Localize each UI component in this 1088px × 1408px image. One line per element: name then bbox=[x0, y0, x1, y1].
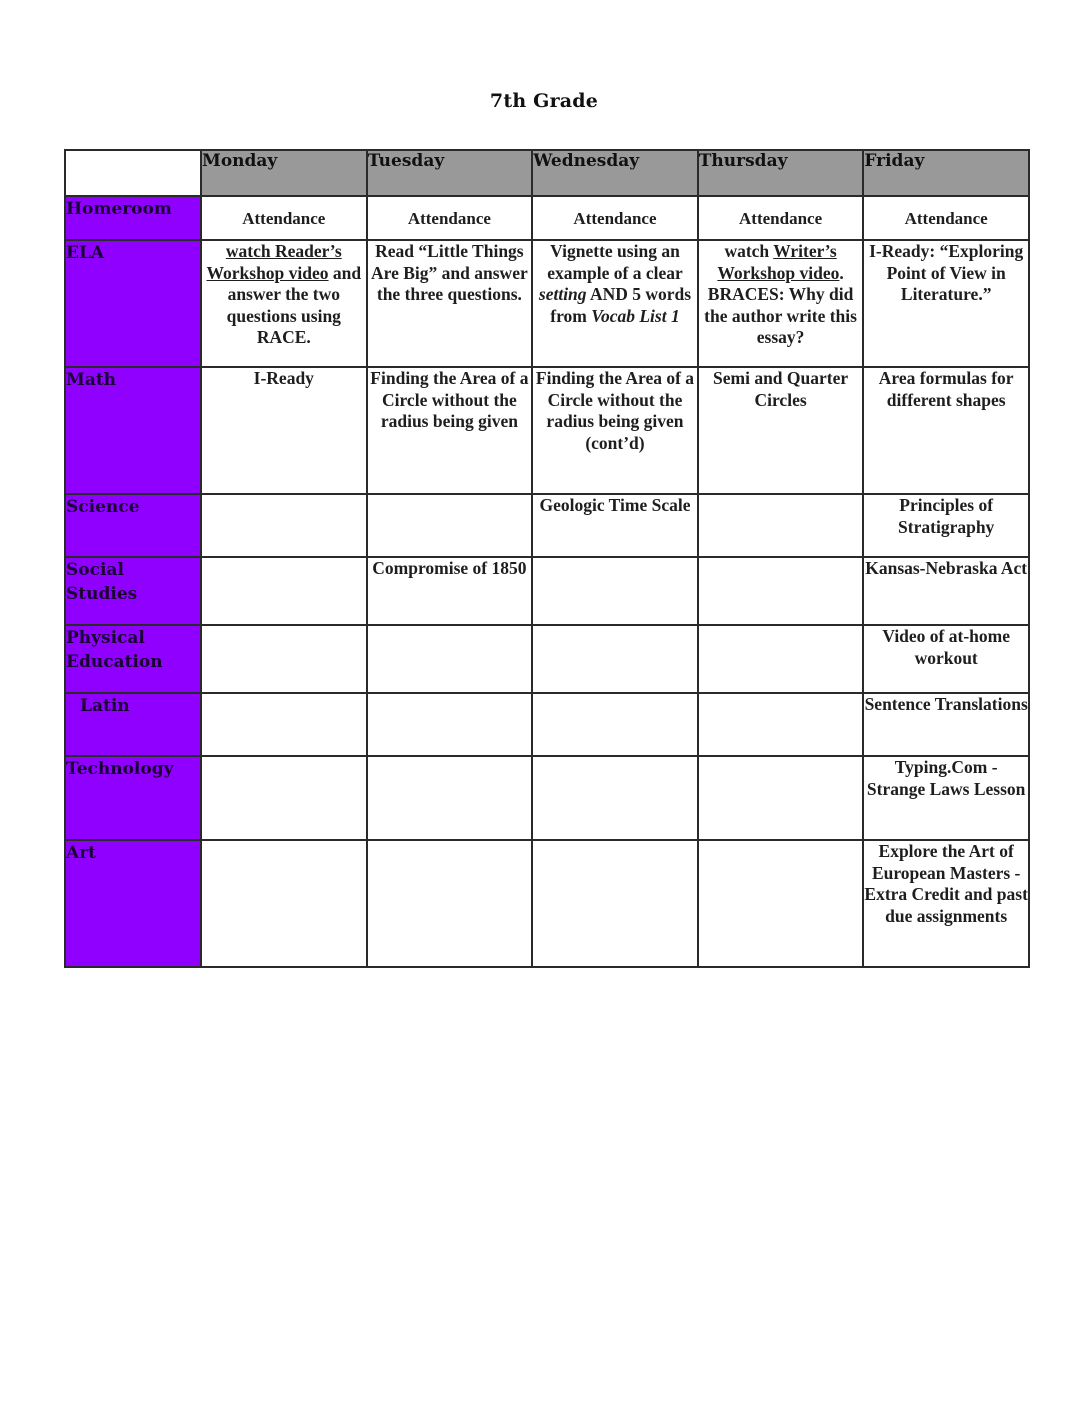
subject-math: Math bbox=[65, 367, 201, 494]
cell-text: and answer the two questions using RACE. bbox=[226, 262, 362, 347]
cell-science-monday bbox=[201, 494, 367, 557]
cell-math-friday: Area formulas for different shapes bbox=[863, 367, 1029, 494]
table-row bbox=[65, 756, 1029, 840]
subject-physical-education: Physical Education bbox=[65, 625, 201, 693]
cell-tech-tuesday bbox=[367, 756, 533, 840]
subject-technology: Technology bbox=[65, 756, 201, 840]
table-row bbox=[65, 557, 1029, 625]
cell-text: . BRACES: Why did the author write this essay? bbox=[704, 262, 857, 347]
cell-pe-monday bbox=[201, 625, 367, 693]
cell-ela-thursday bbox=[698, 240, 864, 367]
cell-text: watch bbox=[724, 241, 774, 261]
cell-homeroom-monday: Attendance bbox=[201, 196, 367, 240]
cell-tech-friday: Typing.Com - Strange Laws Lesson bbox=[863, 756, 1029, 840]
cell-math-monday: I-Ready bbox=[201, 367, 367, 494]
subject-social-studies: Social Studies bbox=[65, 557, 201, 625]
cell-text-italic: Vocab List 1 bbox=[591, 305, 680, 326]
subject-ela: ELA bbox=[65, 240, 201, 367]
cell-homeroom-wednesday: Attendance bbox=[532, 196, 698, 240]
subject-latin: Latin bbox=[65, 693, 201, 756]
cell-math-wednesday: Finding the Area of a Circle without the radius being given (cont’d) bbox=[532, 367, 698, 494]
cell-ela-monday bbox=[201, 240, 367, 367]
page-title: 7th Grade bbox=[489, 90, 599, 112]
cell-latin-thursday bbox=[698, 693, 864, 756]
cell-pe-wednesday bbox=[532, 625, 698, 693]
cell-ela-wednesday bbox=[532, 240, 698, 367]
cell-pe-friday: Video of at-home workout bbox=[863, 625, 1029, 693]
cell-tech-monday bbox=[201, 756, 367, 840]
cell-latin-tuesday bbox=[367, 693, 533, 756]
cell-text: Vignette using an example of a clear bbox=[547, 241, 683, 283]
cell-homeroom-thursday: Attendance bbox=[698, 196, 864, 240]
cell-pe-tuesday bbox=[367, 625, 533, 693]
cell-text-italic: setting bbox=[538, 284, 587, 304]
weekly-schedule-table bbox=[64, 149, 1030, 968]
header-wednesday: Wednesday bbox=[532, 150, 698, 196]
readers-workshop-video-link[interactable]: watch Reader’s Workshop video bbox=[206, 241, 342, 283]
table-row bbox=[65, 625, 1029, 693]
cell-homeroom-tuesday: Attendance bbox=[367, 196, 533, 240]
cell-art-thursday bbox=[698, 840, 864, 967]
header-monday: Monday bbox=[201, 150, 367, 196]
table-row bbox=[65, 494, 1029, 557]
subject-art: Art bbox=[65, 840, 201, 967]
cell-art-wednesday bbox=[532, 840, 698, 967]
cell-text: AND 5 words from bbox=[550, 284, 692, 326]
cell-art-tuesday bbox=[367, 840, 533, 967]
cell-ela-friday: I-Ready: “Exploring Point of View in Literature.” bbox=[863, 240, 1029, 367]
cell-ela-tuesday: Read “Little Things Are Big” and answer the three questions. bbox=[367, 240, 533, 367]
header-row bbox=[65, 150, 1029, 196]
table-row bbox=[65, 693, 1029, 756]
cell-science-tuesday bbox=[367, 494, 533, 557]
cell-science-wednesday: Geologic Time Scale bbox=[532, 494, 698, 557]
cell-social-tuesday: Compromise of 1850 bbox=[367, 557, 533, 625]
table-row bbox=[65, 840, 1029, 967]
cell-science-thursday bbox=[698, 494, 864, 557]
header-friday: Friday bbox=[863, 150, 1029, 196]
subject-homeroom: Homeroom bbox=[65, 196, 201, 240]
table-row bbox=[65, 196, 1029, 240]
cell-social-friday: Kansas-Nebraska Act bbox=[863, 557, 1029, 625]
cell-tech-thursday bbox=[698, 756, 864, 840]
cell-pe-thursday bbox=[698, 625, 864, 693]
cell-latin-wednesday bbox=[532, 693, 698, 756]
cell-art-friday: Explore the Art of European Masters - Extra Credit and past due assignments bbox=[863, 840, 1029, 967]
cell-social-thursday bbox=[698, 557, 864, 625]
cell-tech-wednesday bbox=[532, 756, 698, 840]
subject-science: Science bbox=[65, 494, 201, 557]
table-row bbox=[65, 367, 1029, 494]
header-tuesday: Tuesday bbox=[367, 150, 533, 196]
cell-social-wednesday bbox=[532, 557, 698, 625]
writers-workshop-video-link[interactable]: Writer’s Workshop video bbox=[717, 241, 840, 283]
cell-latin-friday: Sentence Translations bbox=[863, 693, 1029, 756]
cell-art-monday bbox=[201, 840, 367, 967]
cell-math-tuesday: Finding the Area of a Circle without the radius being given bbox=[367, 367, 533, 494]
header-thursday: Thursday bbox=[698, 150, 864, 196]
cell-science-friday: Principles of Stratigraphy bbox=[863, 494, 1029, 557]
table-row bbox=[65, 240, 1029, 367]
cell-latin-monday bbox=[201, 693, 367, 756]
cell-social-monday bbox=[201, 557, 367, 625]
cell-math-thursday: Semi and Quarter Circles bbox=[698, 367, 864, 494]
corner-cell bbox=[65, 150, 201, 196]
cell-homeroom-friday: Attendance bbox=[863, 196, 1029, 240]
